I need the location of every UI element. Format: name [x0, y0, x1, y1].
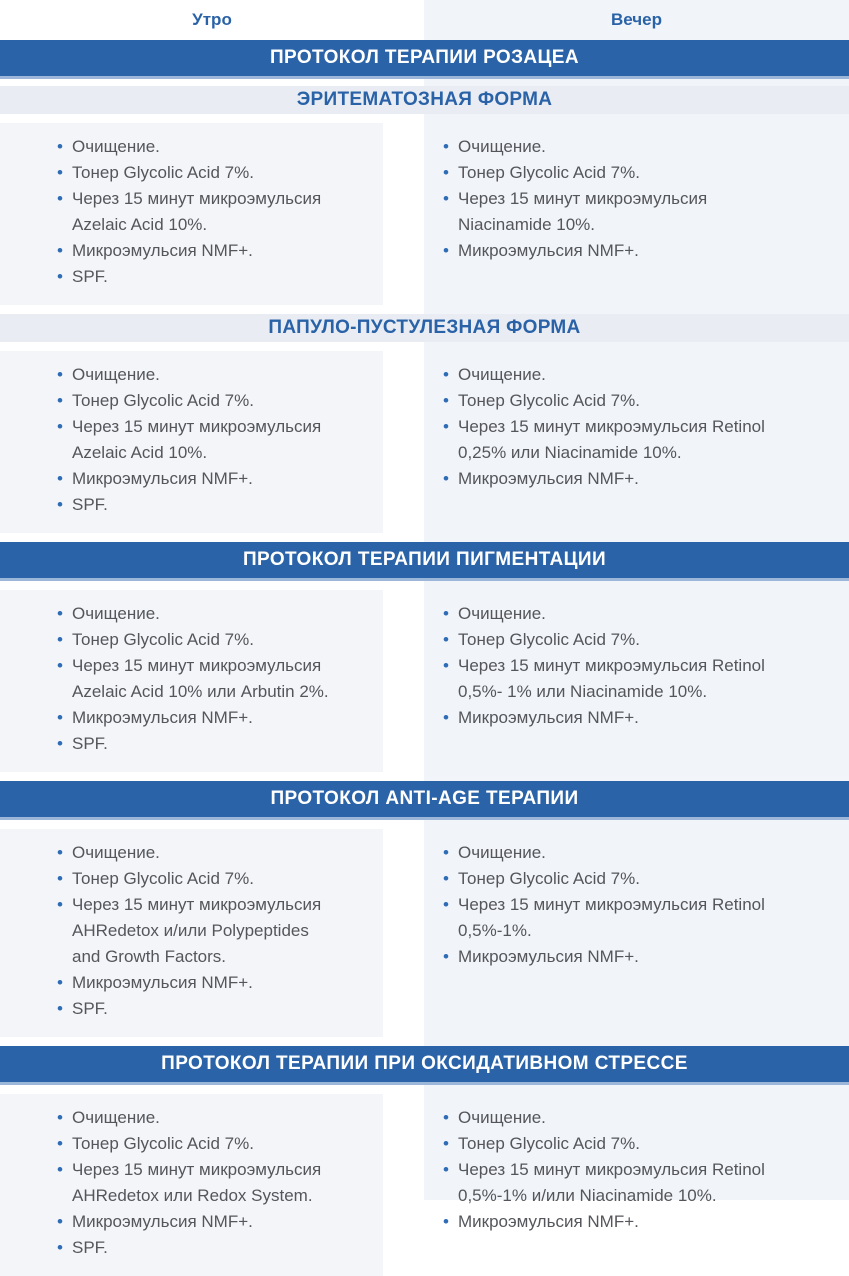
list-item: • Тонер Glycolic Acid 7%.: [443, 388, 777, 414]
list-item: • Через 15 минут микроэмульсия Azelaic Acid 10% или Arbutin 2%.: [57, 653, 341, 705]
section-banner-rosacea: [0, 40, 849, 79]
list-item: • Тонер Glycolic Acid 7%.: [57, 627, 341, 653]
list-item: • Тонер Glycolic Acid 7%.: [57, 160, 341, 186]
list-item: • Очищение.: [57, 840, 341, 866]
section-title: ПРОТОКОЛ ANTI-AGE ТЕРАПИИ: [270, 788, 579, 809]
morning-panel: [0, 829, 383, 1037]
morning-panel: [0, 123, 383, 305]
list-item: • Очищение.: [57, 134, 341, 160]
list-item: • SPF.: [57, 264, 341, 290]
list-item: • Очищение.: [443, 362, 777, 388]
routine-list-morning: [57, 134, 341, 290]
routine-list-evening: [443, 362, 777, 492]
subsection-title: ПАПУЛО-ПУСТУЛЕЗНАЯ ФОРМА: [268, 317, 581, 338]
routine-list-morning: [57, 362, 341, 518]
subsection-band-erythematous: [0, 86, 849, 114]
list-item: • Микроэмульсия NMF+.: [57, 466, 341, 492]
list-item: • Через 15 минут микроэмульсия Retinol 0,25% или Niacinamide 10%.: [443, 414, 777, 466]
list-item: • Очищение.: [443, 1105, 777, 1131]
morning-panel: [0, 590, 383, 772]
protocol-row-oxidative-stress: [0, 1094, 849, 1276]
section-banner-pigmentation: [0, 542, 849, 581]
list-item: • Микроэмульсия NMF+.: [57, 705, 341, 731]
list-item: • Микроэмульсия NMF+.: [443, 1209, 777, 1235]
column-header-morning: Утро: [192, 10, 232, 29]
routine-list-evening: [443, 1105, 777, 1235]
list-item: • Через 15 минут микроэмульсия Retinol 0,5%-1% и/или Niacinamide 10%.: [443, 1157, 777, 1209]
protocol-row-erythematous: [0, 123, 849, 305]
list-item: • SPF.: [57, 492, 341, 518]
list-item: • Через 15 минут микроэмульсия AHRedetox или Redox System.: [57, 1157, 341, 1209]
list-item: • Тонер Glycolic Acid 7%.: [443, 1131, 777, 1157]
list-item: • Через 15 минут микроэмульсия Niacinamide 10%.: [443, 186, 777, 238]
list-item: • Через 15 минут микроэмульсия Retinol 0,5%-1%.: [443, 892, 777, 944]
section-title: ПРОТОКОЛ ТЕРАПИИ ПИГМЕНТАЦИИ: [242, 549, 607, 570]
protocol-row-papulopustular: [0, 351, 849, 533]
subsection-title: ЭРИТЕМАТОЗНАЯ ФОРМА: [296, 89, 553, 110]
section-title: ПРОТОКОЛ ТЕРАПИИ ПРИ ОКСИДАТИВНОМ СТРЕССЕ: [161, 1053, 688, 1074]
list-item: • Очищение.: [57, 601, 341, 627]
list-item: • SPF.: [57, 1235, 341, 1261]
list-item: • Тонер Glycolic Acid 7%.: [57, 1131, 341, 1157]
routine-list-evening: [443, 134, 777, 264]
list-item: • Очищение.: [57, 1105, 341, 1131]
routine-list-evening: [443, 840, 777, 970]
column-header-evening: Вечер: [610, 10, 663, 29]
morning-panel: [0, 1094, 383, 1276]
routine-list-evening: [443, 601, 777, 731]
protocol-row-anti-age: [0, 829, 849, 1037]
routine-list-morning: [57, 1105, 341, 1261]
list-item: • Микроэмульсия NMF+.: [443, 705, 777, 731]
list-item: • Очищение.: [443, 601, 777, 627]
evening-panel: [424, 829, 849, 1037]
list-item: • Микроэмульсия NMF+.: [443, 944, 777, 970]
list-item: • Микроэмульсия NMF+.: [443, 238, 777, 264]
subsection-band-papulopustular: [0, 314, 849, 342]
list-item: • Тонер Glycolic Acid 7%.: [443, 627, 777, 653]
list-item: • SPF.: [57, 996, 341, 1022]
list-item: • Очищение.: [57, 362, 341, 388]
column-headers: [0, 0, 849, 40]
morning-panel: [0, 351, 383, 533]
section-title: ПРОТОКОЛ ТЕРАПИИ РОЗАЦЕА: [270, 47, 579, 68]
list-item: • Очищение.: [443, 134, 777, 160]
list-item: • Очищение.: [443, 840, 777, 866]
list-item: • Тонер Glycolic Acid 7%.: [57, 388, 341, 414]
list-item: • Через 15 минут микроэмульсия Retinol 0,5%- 1% или Niacinamide 10%.: [443, 653, 777, 705]
routine-list-morning: [57, 840, 341, 1022]
section-banner-oxidative-stress: [0, 1046, 849, 1085]
list-item: • Микроэмульсия NMF+.: [57, 970, 341, 996]
evening-panel: [424, 1094, 849, 1276]
section-banner-anti-age: [0, 781, 849, 820]
list-item: • Тонер Glycolic Acid 7%.: [443, 866, 777, 892]
evening-panel: [424, 123, 849, 305]
list-item: • Микроэмульсия NMF+.: [57, 1209, 341, 1235]
list-item: • Через 15 минут микроэмульсия Azelaic Acid 10%.: [57, 414, 341, 466]
routine-list-morning: [57, 601, 341, 757]
list-item: • Тонер Glycolic Acid 7%.: [443, 160, 777, 186]
evening-panel: [424, 590, 849, 772]
evening-panel: [424, 351, 849, 533]
list-item: • Микроэмульсия NMF+.: [57, 238, 341, 264]
list-item: • Микроэмульсия NMF+.: [443, 466, 777, 492]
protocol-row-pigmentation: [0, 590, 849, 772]
list-item: • Тонер Glycolic Acid 7%.: [57, 866, 341, 892]
list-item: • Через 15 минут микроэмульсия AHRedetox и/или Polypeptides and Growth Factors.: [57, 892, 341, 970]
list-item: • Через 15 минут микроэмульсия Azelaic Acid 10%.: [57, 186, 341, 238]
list-item: • SPF.: [57, 731, 341, 757]
